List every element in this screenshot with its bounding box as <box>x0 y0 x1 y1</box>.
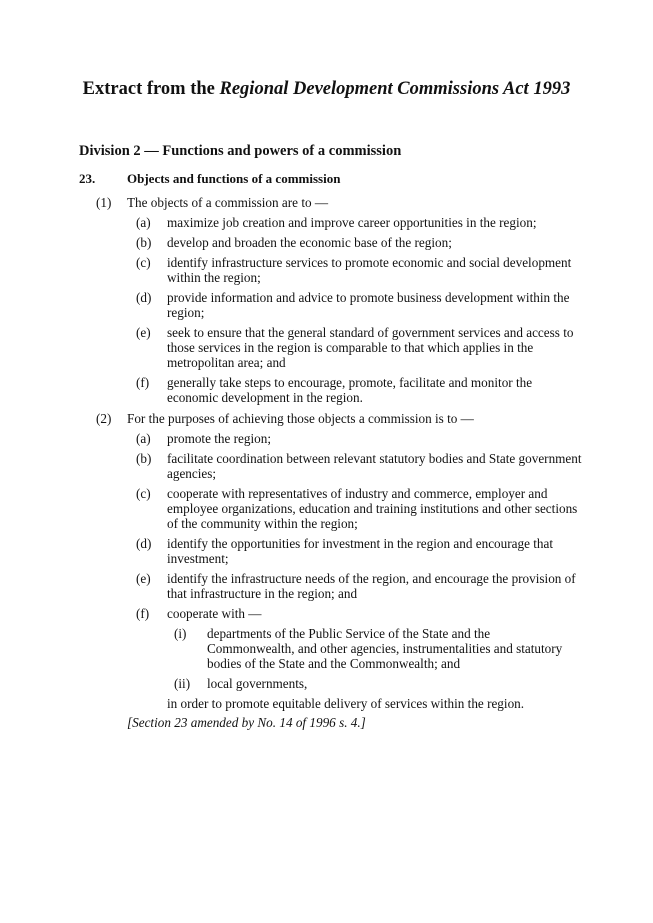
subparagraph-label: (i) <box>174 626 187 641</box>
paragraph <box>0 536 653 566</box>
paragraph <box>0 325 653 370</box>
act-name: Regional Development Commissions Act 1993 <box>219 79 571 99</box>
subparagraph-label: (ii) <box>174 676 191 691</box>
paragraph <box>0 290 653 320</box>
subparagraph <box>0 676 653 691</box>
paragraph-text: generally take steps to encourage, promote, facilitate and monitor the economic development in the region. <box>167 375 533 405</box>
paragraph-label: (e) <box>136 571 151 586</box>
paragraph <box>0 571 653 601</box>
paragraph <box>0 255 653 285</box>
paragraph-text: provide information and advice to promote business development within the region; <box>167 290 570 320</box>
paragraph-label: (d) <box>136 290 152 305</box>
paragraph-text: seek to ensure that the general standard of government services and access to those services in the region is comparable to that which applies in the metropolitan area; and <box>167 325 574 370</box>
paragraph-label: (e) <box>136 325 151 340</box>
paragraph-label: (b) <box>136 451 152 466</box>
paragraph-text: promote the region; <box>167 431 272 446</box>
paragraph <box>0 215 653 230</box>
paragraph-label: (c) <box>136 486 151 501</box>
paragraph-text: identify the opportunities for investment in the region and encourage that investment; <box>167 536 553 566</box>
paragraph-label: (f) <box>136 375 150 390</box>
paragraph-text: identify infrastructure services to promote economic and social development within the region; <box>167 255 572 285</box>
division-heading: Division 2 — Functions and powers of a commission <box>79 143 402 159</box>
paragraph <box>0 451 653 481</box>
document-title <box>0 78 653 100</box>
subsection-1 <box>0 195 653 405</box>
subsection-number: (2) <box>96 411 112 426</box>
subparagraph <box>0 626 653 671</box>
section-number: 23. <box>79 171 96 186</box>
section-heading <box>79 171 340 186</box>
closing-text: in order to promote equitable delivery of services within the region. <box>167 696 525 711</box>
paragraph-text: facilitate coordination between relevant statutory bodies and State government agencies; <box>167 451 582 481</box>
paragraph-text: identify the infrastructure needs of the region, and encourage the provision of that infrastructure in the region; and <box>167 571 576 601</box>
subsection-intro: The objects of a commission are to — <box>127 195 329 210</box>
paragraph <box>0 606 653 621</box>
paragraph-text: cooperate with — <box>167 606 262 621</box>
paragraph-label: (c) <box>136 255 151 270</box>
section-title: Objects and functions of a commission <box>127 171 341 186</box>
paragraph-text: maximize job creation and improve career opportunities in the region; <box>167 215 537 230</box>
paragraph-label: (b) <box>136 235 152 250</box>
paragraph-label: (d) <box>136 536 152 551</box>
paragraph-label: (a) <box>136 431 151 446</box>
paragraph <box>0 375 653 405</box>
paragraph-label: (f) <box>136 606 150 621</box>
amendment-note: [Section 23 amended by No. 14 of 1996 s. 4.] <box>127 715 366 730</box>
subparagraph-text: departments of the Public Service of the State and the Commonwealth, and other agencies, instrumentalities and statutory bodies of the State and the Commonwealth; and <box>207 626 563 671</box>
subparagraph-text: local governments, <box>207 676 308 691</box>
subsection-intro: For the purposes of achieving those objects a commission is to — <box>127 411 474 426</box>
paragraph-text: develop and broaden the economic base of the region; <box>167 235 452 250</box>
subsection-number: (1) <box>96 195 112 210</box>
paragraph <box>0 486 653 531</box>
paragraph <box>0 431 653 446</box>
paragraph <box>0 235 653 250</box>
subsection-2 <box>0 411 653 711</box>
paragraph-text: cooperate with representatives of industry and commerce, employer and employee organizations, education and training institutions and other sections of the community within the region; <box>167 486 578 531</box>
paragraph-label: (a) <box>136 215 151 230</box>
title-prefix: Extract from the <box>82 79 220 99</box>
